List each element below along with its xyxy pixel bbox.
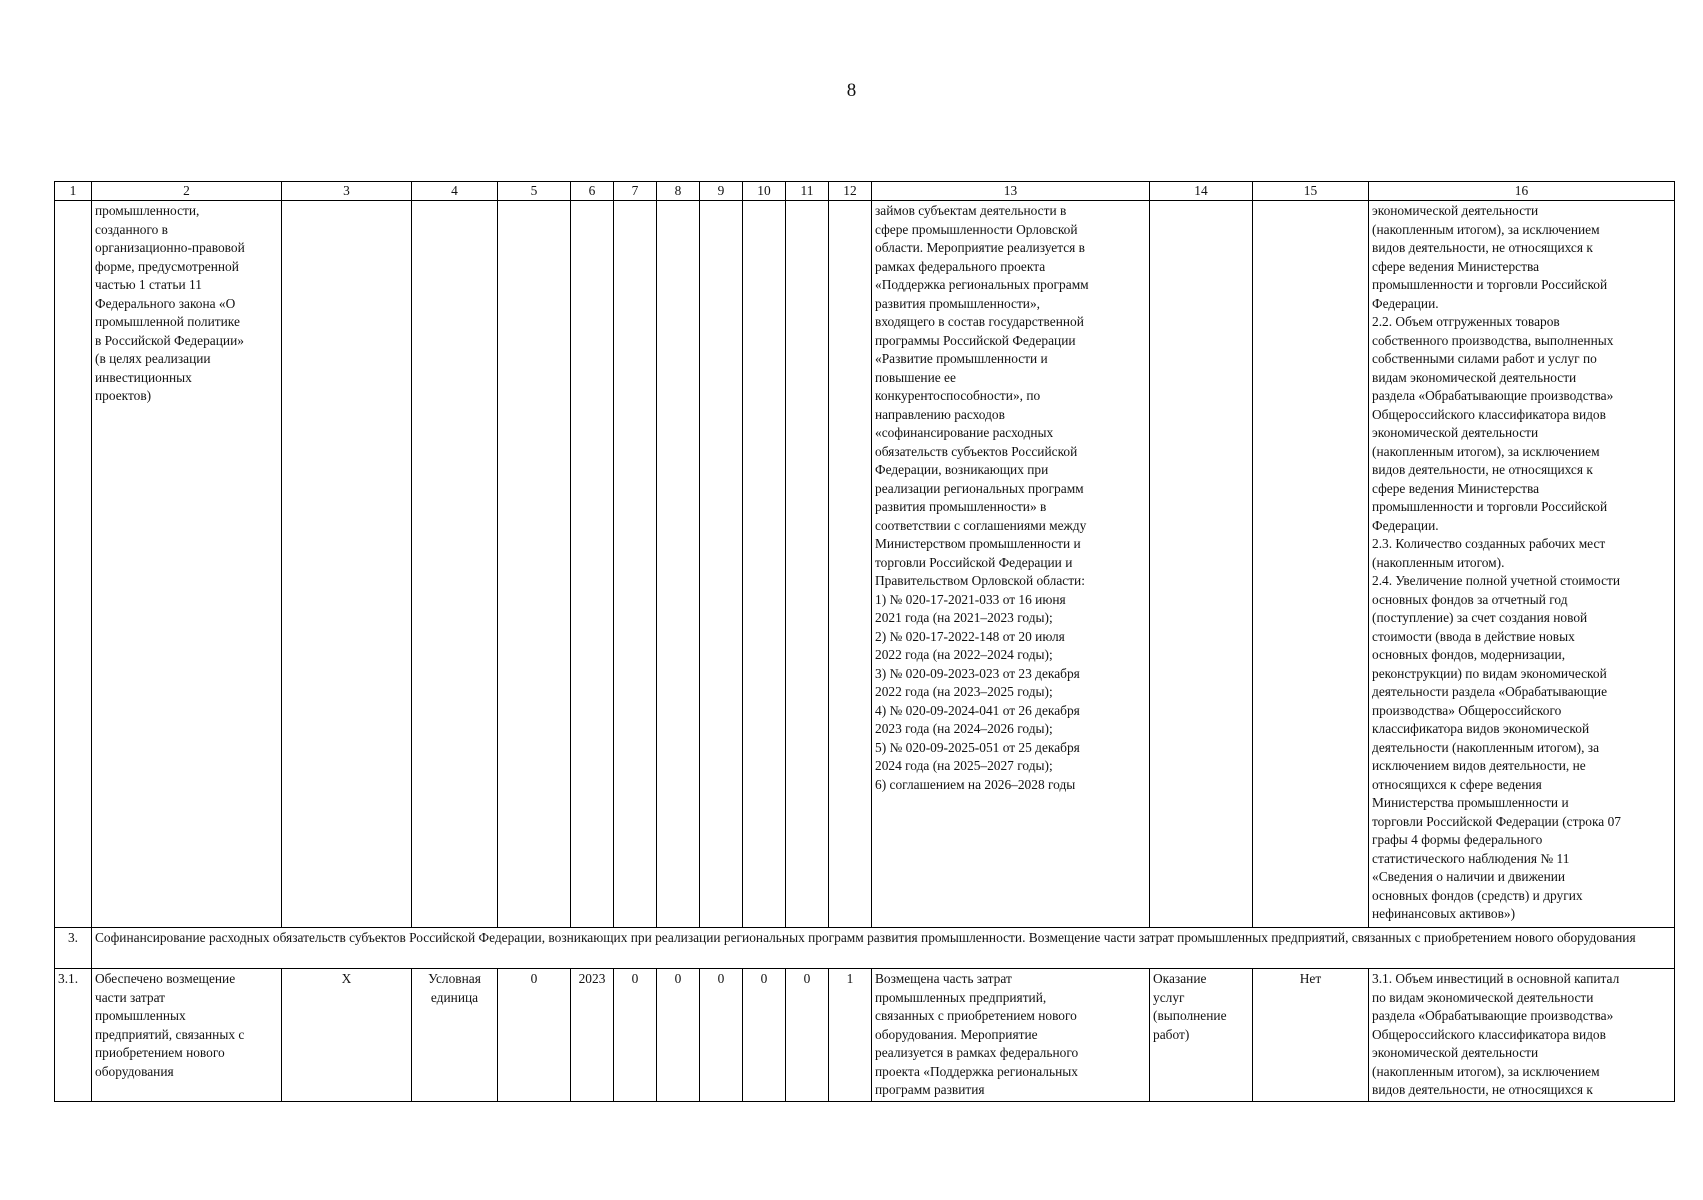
column-number: 2 xyxy=(92,182,282,201)
column-number: 13 xyxy=(872,182,1150,201)
description-cell: Возмещена часть затрат промышленных предприятий, связанных с приобретением нового оборудования. Мероприятие реализуется в рамках федерального проекта «Поддержка региональных программ развития xyxy=(872,969,1150,1102)
table-cell xyxy=(614,201,657,928)
column-number: 16 xyxy=(1369,182,1675,201)
column-number: 8 xyxy=(657,182,700,201)
table-cell xyxy=(786,201,829,928)
column-number: 10 xyxy=(743,182,786,201)
value-cell: 0 xyxy=(743,969,786,1102)
section-row xyxy=(55,928,1675,969)
value-cell: 0 xyxy=(786,969,829,1102)
page-number: 8 xyxy=(846,80,857,101)
column-number: 1 xyxy=(55,182,92,201)
column-number: 11 xyxy=(786,182,829,201)
table-cell xyxy=(282,201,412,928)
result-name-cell: промышленности, созданного в организационно-правовой форме, предусмотренной частью 1 статьи 11 Федерального закона «О промышленной политике в Российской Федерации» (в целях реализации инвестиционных проектов) xyxy=(92,201,282,928)
table-row xyxy=(55,969,1675,1102)
value-cell: 0 xyxy=(657,969,700,1102)
indicators-table xyxy=(54,181,1675,1102)
table-cell xyxy=(657,201,700,928)
column-number: 15 xyxy=(1253,182,1369,201)
table-row xyxy=(55,201,1675,928)
table-cell xyxy=(498,201,571,928)
value-cell: 0 xyxy=(700,969,743,1102)
table-cell: 0 xyxy=(498,969,571,1102)
column-number: 14 xyxy=(1150,182,1253,201)
column-number-row xyxy=(55,182,1675,201)
indicators-cell: 3.1. Объем инвестиций в основной капитал по видам экономической деятельности раздела «Обрабатывающие производства» Общероссийского классификатора видов экономической деятельности (накопленным итогом), за исключением видов деятельности, не относящихся к xyxy=(1369,969,1675,1102)
indicators-cell: экономической деятельности (накопленным итогом), за исключением видов деятельности, не относящихся к сфере ведения Министерства промышленности и торговли Российской Федерации. 2.2. Объем отгруженных товаров собственного производства, выполненных собственными силами работ и услуг по видам экономической деятельности раздела «Обрабатывающие производства» Общероссийского классификатора видов экономической деятельности (накопленным итогом), за исключением видов деятельности, не относящихся к сфере ведения Министерства промышленности и торговли Российской Федерации. 2.3. Количество созданных рабочих мест (накопленным итогом). 2.4. Увеличение полной учетной стоимости основных фондов за отчетный год (поступление) за счет создания новой стоимости (ввода в действие новых основных фондов, модернизации, реконструкции) по видам экономической деятельности раздела «Обрабатывающие производства» Общероссийского классификатора видов экономической деятельности (накопленным итогом), за исключением видов деятельности, не относящихся к сфере ведения Министерства промышленности и торговли Российской Федерации (строка 07 графы 4 формы федерального статистического наблюдения № 11 «Сведения о наличии и движении основных фондов (средств) и других нефинансовых активов») xyxy=(1369,201,1675,928)
column-number: 9 xyxy=(700,182,743,201)
table-cell xyxy=(1253,201,1369,928)
column-number: 4 xyxy=(412,182,498,201)
unit-cell: Условная единица xyxy=(412,969,498,1102)
column-number: 3 xyxy=(282,182,412,201)
row-number: 3.1. xyxy=(55,969,92,1102)
table-cell: Нет xyxy=(1253,969,1369,1102)
type-cell: Оказание услуг (выполнение работ) xyxy=(1150,969,1253,1102)
column-number: 5 xyxy=(498,182,571,201)
section-number: 3. xyxy=(55,928,92,969)
table-cell xyxy=(743,201,786,928)
table-cell xyxy=(829,201,872,928)
result-name-cell: Обеспечено возмещение части затрат промышленных предприятий, связанных с приобретением нового оборудования xyxy=(92,969,282,1102)
year-cell: 2023 xyxy=(571,969,614,1102)
description-cell: займов субъектам деятельности в сфере промышленности Орловской области. Мероприятие реализуется в рамках федерального проекта «Поддержка региональных программ развития промышленности», входящего в состав государственной программы Российской Федерации «Развитие промышленности и повышение ее конкурентоспособности», по направлению расходов «софинансирование расходных обязательств субъектов Российской Федерации, возникающих при реализации региональных программ развития промышленности» в соответствии с соглашениями между Министерством промышленности и торговли Российской Федерации и Правительством Орловской области: 1) № 020-17-2021-033 от 16 июня 2021 года (на 2021–2023 годы); 2) № 020-17-2022-148 от 20 июля 2022 года (на 2022–2024 годы); 3) № 020-09-2023-023 от 23 декабря 2022 года (на 2023–2025 годы); 4) № 020-09-2024-041 от 26 декабря 2023 года (на 2024–2026 годы); 5) № 020-09-2025-051 от 25 декабря 2024 года (на 2025–2027 годы); 6) соглашением на 2026–2028 годы xyxy=(872,201,1150,928)
table-cell xyxy=(412,201,498,928)
table-cell xyxy=(571,201,614,928)
value-cell: 0 xyxy=(614,969,657,1102)
value-cell: 1 xyxy=(829,969,872,1102)
table-cell: X xyxy=(282,969,412,1102)
table-cell xyxy=(700,201,743,928)
column-number: 7 xyxy=(614,182,657,201)
table-cell xyxy=(55,201,92,928)
column-number: 12 xyxy=(829,182,872,201)
table-cell xyxy=(1150,201,1253,928)
column-number: 6 xyxy=(571,182,614,201)
section-title: Софинансирование расходных обязательств субъектов Российской Федерации, возникающих при реализации региональных программ развития промышленности. Возмещение части затрат промышленных предприятий, связанных с приобретением нового оборудования xyxy=(92,928,1675,969)
